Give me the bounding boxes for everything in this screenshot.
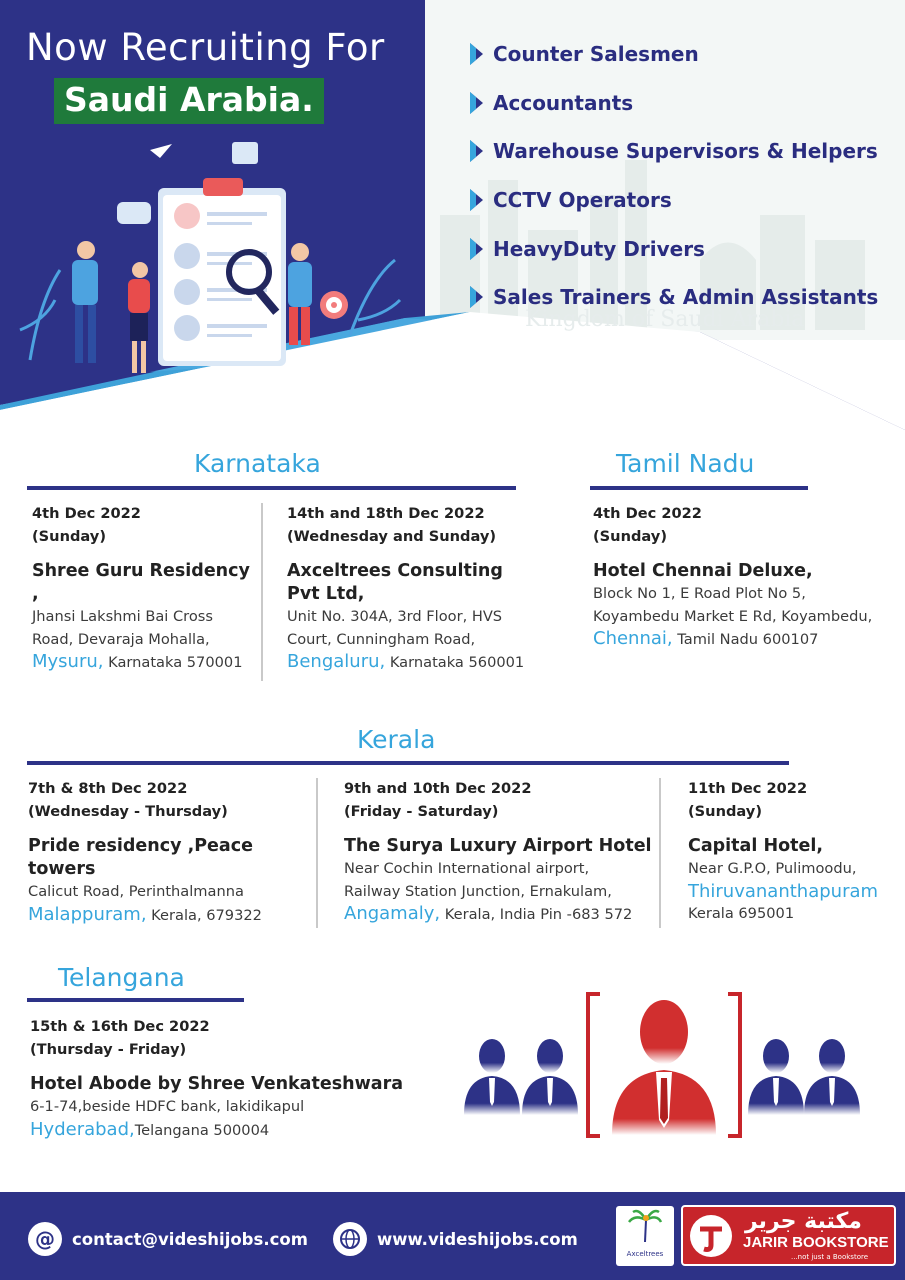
venue-name: Pride residency ,Peace towers bbox=[28, 836, 253, 879]
venue-city: Bengaluru, bbox=[287, 651, 386, 672]
venue-name: Pvt Ltd, bbox=[287, 584, 365, 604]
headline: Now Recruiting For bbox=[26, 26, 385, 69]
job-list bbox=[468, 30, 898, 322]
footer bbox=[0, 1192, 905, 1280]
karnataka-rule bbox=[27, 486, 516, 490]
venue-state-pin: Tamil Nadu 600107 bbox=[672, 631, 819, 648]
region-title-karnataka: Karnataka bbox=[194, 449, 321, 478]
job-item bbox=[468, 176, 898, 225]
venue-date: 4th Dec 2022 bbox=[32, 505, 141, 522]
venue-address-line: Near G.P.O, Pulimoodu, bbox=[688, 860, 857, 877]
venue-name: Shree Guru Residency , bbox=[32, 561, 250, 604]
venue-location bbox=[344, 903, 656, 927]
arrow-bullet-icon bbox=[468, 188, 484, 212]
venue-date: 14th and 18th Dec 2022 bbox=[287, 505, 485, 522]
region-title-tamil-nadu: Tamil Nadu bbox=[616, 449, 755, 478]
axceltrees-logo-text: Axceltrees bbox=[626, 1250, 664, 1258]
arrow-bullet-icon bbox=[468, 91, 484, 115]
divider bbox=[659, 778, 661, 928]
venue-date: 4th Dec 2022 bbox=[593, 505, 702, 522]
venue-location bbox=[593, 628, 898, 652]
arrow-bullet-icon bbox=[468, 42, 484, 66]
job-label: Accountants bbox=[493, 90, 634, 115]
venue-day: (Sunday) bbox=[688, 802, 762, 820]
jarir-emblem-icon bbox=[690, 1215, 732, 1257]
venue-city: Thiruvananthapuram bbox=[688, 880, 879, 902]
jarir-bookstore-logo bbox=[681, 1205, 896, 1266]
venue-state-pin: Karnataka 560001 bbox=[385, 654, 525, 671]
venue-day: (Sunday) bbox=[32, 527, 106, 545]
country-badge: Saudi Arabia. bbox=[54, 78, 324, 124]
venue-day: (Wednesday and Sunday) bbox=[287, 527, 497, 545]
venue-day: (Sunday) bbox=[593, 527, 667, 545]
venue-name: Capital Hotel, bbox=[688, 836, 823, 856]
venue-city: Chennai, bbox=[593, 628, 673, 649]
venue-name: Hotel Abode by Shree Venkateshwara bbox=[30, 1074, 404, 1094]
telangana-rule bbox=[27, 998, 244, 1002]
venue-location bbox=[287, 651, 547, 675]
venue-name: Hotel Chennai Deluxe, bbox=[593, 561, 813, 581]
venue-date: 9th and 10th Dec 2022 bbox=[344, 780, 532, 797]
venue-address-line: Court, Cunningham Road, bbox=[287, 630, 476, 648]
venue-address-line: Road, Devaraja Mohalla, bbox=[32, 630, 210, 648]
venue-location bbox=[32, 651, 257, 675]
job-item bbox=[468, 30, 898, 79]
arrow-bullet-icon bbox=[468, 139, 484, 163]
venue-address-line: Railway Station Junction, Ernakulam, bbox=[344, 882, 612, 900]
job-label: Warehouse Supervisors & Helpers bbox=[493, 139, 878, 164]
venue-state-pin: Kerala 695001 bbox=[688, 905, 795, 922]
venue-card bbox=[30, 1016, 430, 1142]
venue-address-line: 6-1-74,beside HDFC bank, lakidikapul bbox=[30, 1098, 305, 1115]
venue-address-line: Near Cochin International airport, bbox=[344, 860, 590, 877]
venue-day: (Wednesday - Thursday) bbox=[28, 802, 228, 820]
at-sign-icon: @ bbox=[28, 1222, 62, 1256]
jarir-english-name: JARIR BOOKSTORE bbox=[743, 1234, 889, 1251]
venue-card bbox=[688, 778, 900, 926]
venue-card bbox=[287, 503, 547, 675]
venue-address-line: Unit No. 304A, 3rd Floor, HVS bbox=[287, 608, 503, 625]
venue-date: 15th & 16th Dec 2022 bbox=[30, 1018, 210, 1035]
venue-location bbox=[28, 904, 313, 928]
kerala-rule bbox=[27, 761, 789, 765]
job-label: HeavyDuty Drivers bbox=[493, 236, 705, 261]
job-item bbox=[468, 224, 898, 273]
job-label: Counter Salesmen bbox=[493, 42, 699, 67]
watermark-text: Kingdom of Saudi Arabia bbox=[525, 307, 805, 332]
venue-name: Axceltrees Consulting bbox=[287, 561, 503, 581]
arrow-bullet-icon bbox=[468, 237, 484, 261]
venue-city: Angamaly, bbox=[344, 903, 441, 924]
venue-card bbox=[32, 503, 257, 675]
venue-card bbox=[593, 503, 898, 652]
venue-state-pin: Telangana 500004 bbox=[134, 1121, 270, 1139]
tamil-nadu-rule bbox=[590, 486, 808, 490]
job-label: CCTV Operators bbox=[493, 188, 672, 213]
job-label: Sales Trainers & Admin Assistants bbox=[493, 285, 879, 310]
venue-city: Hyderabad, bbox=[30, 1118, 135, 1140]
email-link[interactable]: contact@videshijobs.com bbox=[72, 1229, 308, 1249]
region-title-telangana: Telangana bbox=[58, 963, 185, 992]
venue-date: 7th & 8th Dec 2022 bbox=[28, 780, 188, 797]
divider bbox=[261, 503, 263, 681]
venue-address-line: Koyambedu Market E Rd, Koyambedu, bbox=[593, 607, 873, 625]
email-contact[interactable] bbox=[28, 1222, 308, 1256]
venue-location bbox=[30, 1119, 430, 1143]
venue-city: Mysuru, bbox=[32, 651, 104, 672]
arrow-bullet-icon bbox=[468, 285, 484, 309]
globe-icon bbox=[333, 1222, 367, 1256]
job-item bbox=[468, 79, 898, 128]
website-link[interactable]: www.videshijobs.com bbox=[377, 1229, 578, 1249]
venue-name: The Surya Luxury Airport Hotel bbox=[344, 836, 652, 856]
job-item bbox=[468, 127, 898, 176]
hero-banner bbox=[0, 0, 905, 430]
venue-address-line: Calicut Road, Perinthalmanna bbox=[28, 883, 244, 900]
jarir-tagline: ...not just a Bookstore bbox=[791, 1253, 869, 1261]
jarir-arabic-name: مكتبة جرير bbox=[745, 1209, 862, 1234]
venue-day: (Thursday - Friday) bbox=[30, 1040, 187, 1058]
venue-card bbox=[344, 778, 656, 927]
venue-day: (Friday - Saturday) bbox=[344, 802, 499, 820]
divider bbox=[316, 778, 318, 928]
region-title-kerala: Kerala bbox=[357, 725, 436, 754]
candidates-illustration bbox=[460, 990, 870, 1140]
venue-date: 11th Dec 2022 bbox=[688, 780, 808, 797]
venue-state-pin: Kerala, 679322 bbox=[146, 906, 262, 924]
venue-city: Malappuram, bbox=[28, 903, 147, 925]
venue-address-line: Block No 1, E Road Plot No 5, bbox=[593, 585, 806, 602]
venue-state-pin: Karnataka 570001 bbox=[103, 654, 243, 671]
venue-state-pin: Kerala, India Pin -683 572 bbox=[440, 906, 633, 923]
axceltrees-logo bbox=[616, 1206, 674, 1266]
venue-address-line: Jhansi Lakshmi Bai Cross bbox=[32, 608, 213, 625]
palm-tree-icon bbox=[625, 1206, 665, 1244]
website-contact[interactable] bbox=[333, 1222, 578, 1256]
venue-card bbox=[28, 778, 313, 927]
